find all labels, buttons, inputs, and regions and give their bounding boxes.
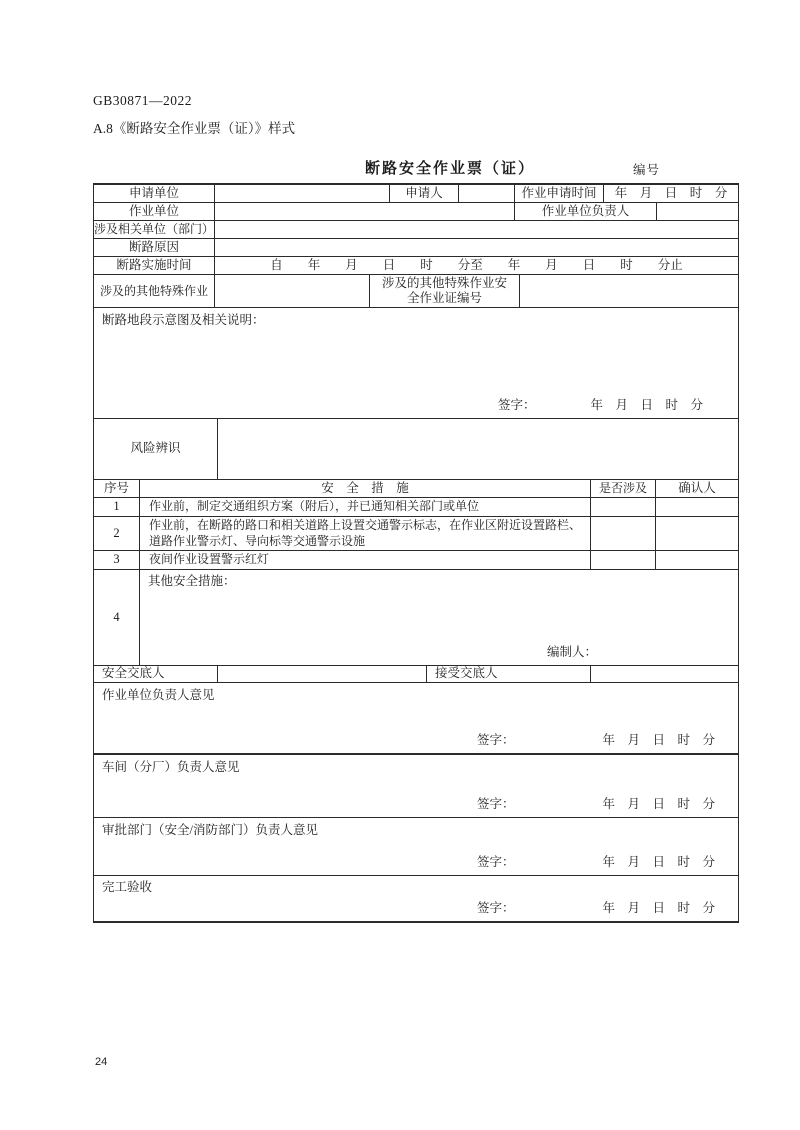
section-completion <box>94 875 738 921</box>
opinion-cell <box>94 818 738 875</box>
measure-confirmer <box>655 498 738 516</box>
risk-label: 风险辨识 <box>130 441 181 456</box>
break-time-label: 断路实施时间 <box>116 257 192 272</box>
row-related-units <box>94 220 738 238</box>
measure-confirmer <box>655 517 738 550</box>
opinion-cell <box>94 755 738 817</box>
measure-row-2 <box>94 516 738 550</box>
opinion-cell <box>94 683 738 753</box>
measure-row-1 <box>94 497 738 516</box>
col-involved-header: 是否涉及 <box>590 480 655 497</box>
section-sign-line <box>477 733 715 749</box>
sign-date: 年 月 日 时 分 <box>602 733 716 748</box>
row-other-special-work <box>94 274 738 307</box>
row-sketch <box>94 307 738 418</box>
sketch-cell <box>94 308 738 418</box>
measure-row-4 <box>94 569 738 665</box>
measure-involved <box>590 498 655 516</box>
work-unit-leader-label: 作业单位负责人 <box>514 203 656 220</box>
page-number: 24 <box>95 1056 108 1068</box>
col-no-header: 序号 <box>103 480 129 495</box>
measure-no: 2 <box>113 525 120 540</box>
compiler-label: 编制人： <box>547 645 598 660</box>
sketch-sign-line <box>498 398 703 414</box>
other-measures-cell <box>139 570 738 665</box>
measure-text: 作业前，制定交通组织方案（附后），并已通知相关部门或单位 <box>139 498 590 516</box>
measures-header-row <box>94 479 738 497</box>
measure-text: 夜间作业设置警示红灯 <box>139 551 590 569</box>
measure-no: 4 <box>113 609 120 624</box>
related-units-label: 涉及相关单位（部门） <box>94 222 214 236</box>
completion-cell <box>94 876 738 921</box>
form-title: 断路安全作业票（证） <box>365 161 536 177</box>
form-title-bar <box>93 157 737 181</box>
row-briefing <box>94 665 738 682</box>
apply-time-value: 年 月 日 时 分 <box>603 185 738 202</box>
section-label: 作业单位负责人意见 <box>102 688 215 702</box>
measure-involved <box>590 517 655 550</box>
row-work-unit <box>94 202 738 220</box>
section-sign-line <box>477 855 715 871</box>
briefing-giver-value <box>217 666 426 682</box>
other-special-work-label: 涉及的其他特殊作业 <box>99 283 208 298</box>
apply-unit-label: 申请单位 <box>128 185 179 200</box>
apply-time-label: 作业申请时间 <box>514 185 603 202</box>
applicant-label: 申请人 <box>389 185 458 202</box>
permit-form-table <box>93 183 739 923</box>
risk-value <box>217 419 738 479</box>
section-work-unit-opinion <box>94 682 738 753</box>
section-heading: A.8《断路安全作业票（证）》样式 <box>93 121 296 136</box>
related-units-value <box>214 221 738 238</box>
apply-unit-value <box>214 185 389 202</box>
break-reason-label: 断路原因 <box>128 239 179 254</box>
measure-no: 3 <box>113 552 120 567</box>
briefing-receiver-value <box>590 666 738 682</box>
other-special-work-value <box>214 275 369 307</box>
sign-date: 年 月 日 时 分 <box>602 901 716 916</box>
measure-involved <box>590 551 655 569</box>
row-apply-unit <box>94 185 738 202</box>
form-number-label: 编号 <box>633 163 661 177</box>
applicant-value <box>458 185 514 202</box>
section-sign-line <box>477 797 715 813</box>
special-cert-no-label: 涉及的其他特殊作业安全作业证编号 <box>369 275 519 307</box>
section-label: 车间（分厂）负责人意见 <box>102 760 240 774</box>
section-workshop-opinion <box>94 753 738 817</box>
measure-row-3 <box>94 550 738 569</box>
section-sign-line <box>477 901 715 917</box>
sign-label: 签字： <box>477 901 515 916</box>
row-break-time <box>94 256 738 274</box>
work-unit-leader-value <box>656 203 738 220</box>
sketch-label: 断路地段示意图及相关说明： <box>102 313 265 327</box>
sign-label: 签字： <box>477 855 515 870</box>
briefing-receiver-label: 接受交底人 <box>426 666 590 682</box>
measure-confirmer <box>655 551 738 569</box>
break-time-value: 自 年 月 日 时 分至 年 月 日 时 分止 <box>214 257 738 274</box>
sign-date: 年 月 日 时 分 <box>590 398 704 413</box>
sign-date: 年 月 日 时 分 <box>602 797 716 812</box>
section-label: 完工验收 <box>102 880 153 894</box>
col-confirmer-header: 确认人 <box>655 480 738 497</box>
briefing-giver-label: 安全交底人 <box>102 666 165 681</box>
col-measure-header: 安 全 措 施 <box>139 480 590 497</box>
section-approval-opinion <box>94 817 738 875</box>
other-measures-label: 其他安全措施： <box>148 574 236 588</box>
sign-label: 签字： <box>477 733 515 748</box>
row-risk <box>94 418 738 479</box>
measure-text: 作业前，在断路的路口和相关道路上设置交通警示标志，在作业区附近设置路栏、道路作业警示灯、导向标等交通警示设施 <box>139 517 590 550</box>
work-unit-label: 作业单位 <box>128 203 179 218</box>
measure-no: 1 <box>113 499 120 514</box>
work-unit-value <box>214 203 514 220</box>
sign-label: 签字： <box>498 398 536 413</box>
section-label: 审批部门（安全/消防部门）负责人意见 <box>102 823 318 837</box>
sign-label: 签字： <box>477 797 515 812</box>
break-reason-value <box>214 239 738 256</box>
sign-date: 年 月 日 时 分 <box>602 855 716 870</box>
row-break-reason <box>94 238 738 256</box>
special-cert-no-value <box>519 275 738 307</box>
standard-code: GB30871—2022 <box>93 93 193 108</box>
